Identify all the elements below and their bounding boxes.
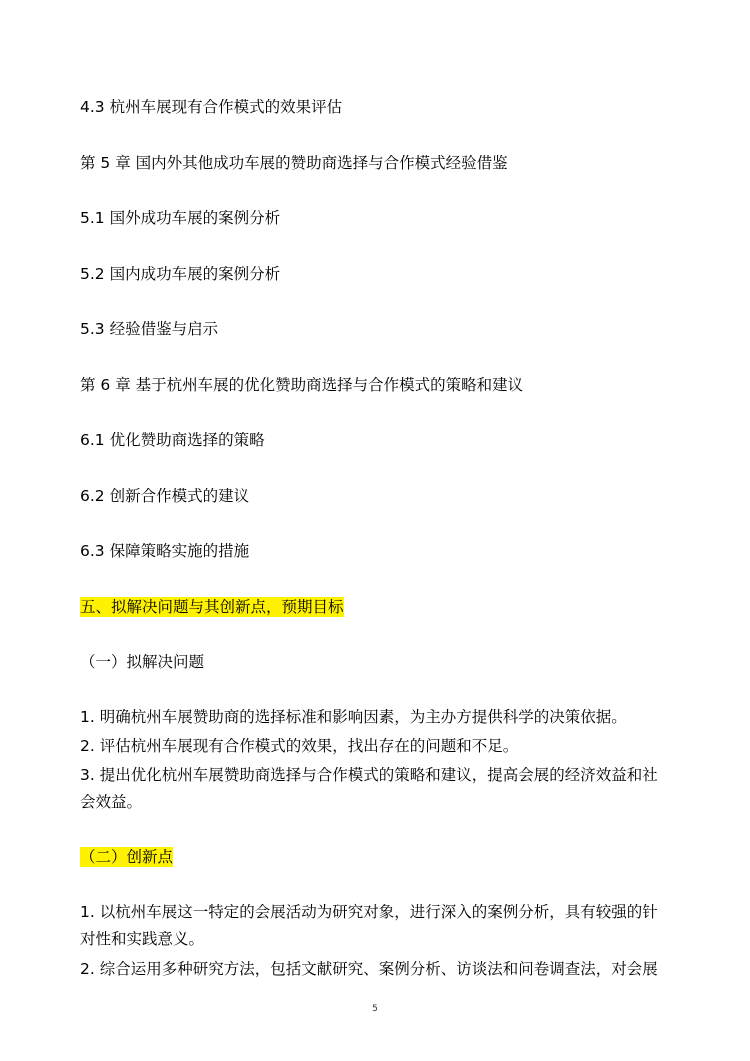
page-number: 5 — [372, 1004, 378, 1014]
toc-line-6-2: 6.2 创新合作模式的建议 — [80, 487, 250, 505]
toc-line-6-1: 6.1 优化赞助商选择的策略 — [80, 431, 265, 449]
highlighted-subsection-text: （二）创新点 — [80, 848, 174, 866]
list-item: 3. 提出优化杭州车展赞助商选择与合作模式的策略和建议，提高会展的经济效益和社会效益。 — [80, 766, 658, 811]
highlighted-heading-text: 五、拟解决问题与其创新点，预期目标 — [80, 598, 344, 616]
toc-chapter-5: 第 5 章 国内外其他成功车展的赞助商选择与合作模式经验借鉴 — [80, 154, 508, 172]
subsection-title-problems: （一）拟解决问题 — [80, 653, 205, 671]
list-item: 1. 以杭州车展这一特定的会展活动为研究对象，进行深入的案例分析，具有较强的针对性和实践意义。 — [80, 903, 658, 948]
toc-line-5-2: 5.2 国内成功车展的案例分析 — [80, 265, 281, 283]
section-heading-5 — [80, 596, 344, 618]
toc-line-5-1: 5.1 国外成功车展的案例分析 — [80, 209, 281, 227]
toc-line-4-3: 4.3 杭州车展现有合作模式的效果评估 — [80, 98, 343, 116]
toc-line-6-3: 6.3 保障策略实施的措施 — [80, 542, 250, 560]
list-item: 2. 评估杭州车展现有合作模式的效果，找出存在的问题和不足。 — [80, 737, 519, 755]
toc-chapter-6: 第 6 章 基于杭州车展的优化赞助商选择与合作模式的策略和建议 — [80, 376, 524, 394]
subsection-title-innovation — [80, 846, 173, 868]
list-item: 2. 综合运用多种研究方法，包括文献研究、案例分析、访谈法和问卷调查法，对会展 — [80, 960, 658, 978]
list-item: 1. 明确杭州车展赞助商的选择标准和影响因素，为主办方提供科学的决策依据。 — [80, 708, 627, 726]
toc-line-5-3: 5.3 经验借鉴与启示 — [80, 320, 219, 338]
